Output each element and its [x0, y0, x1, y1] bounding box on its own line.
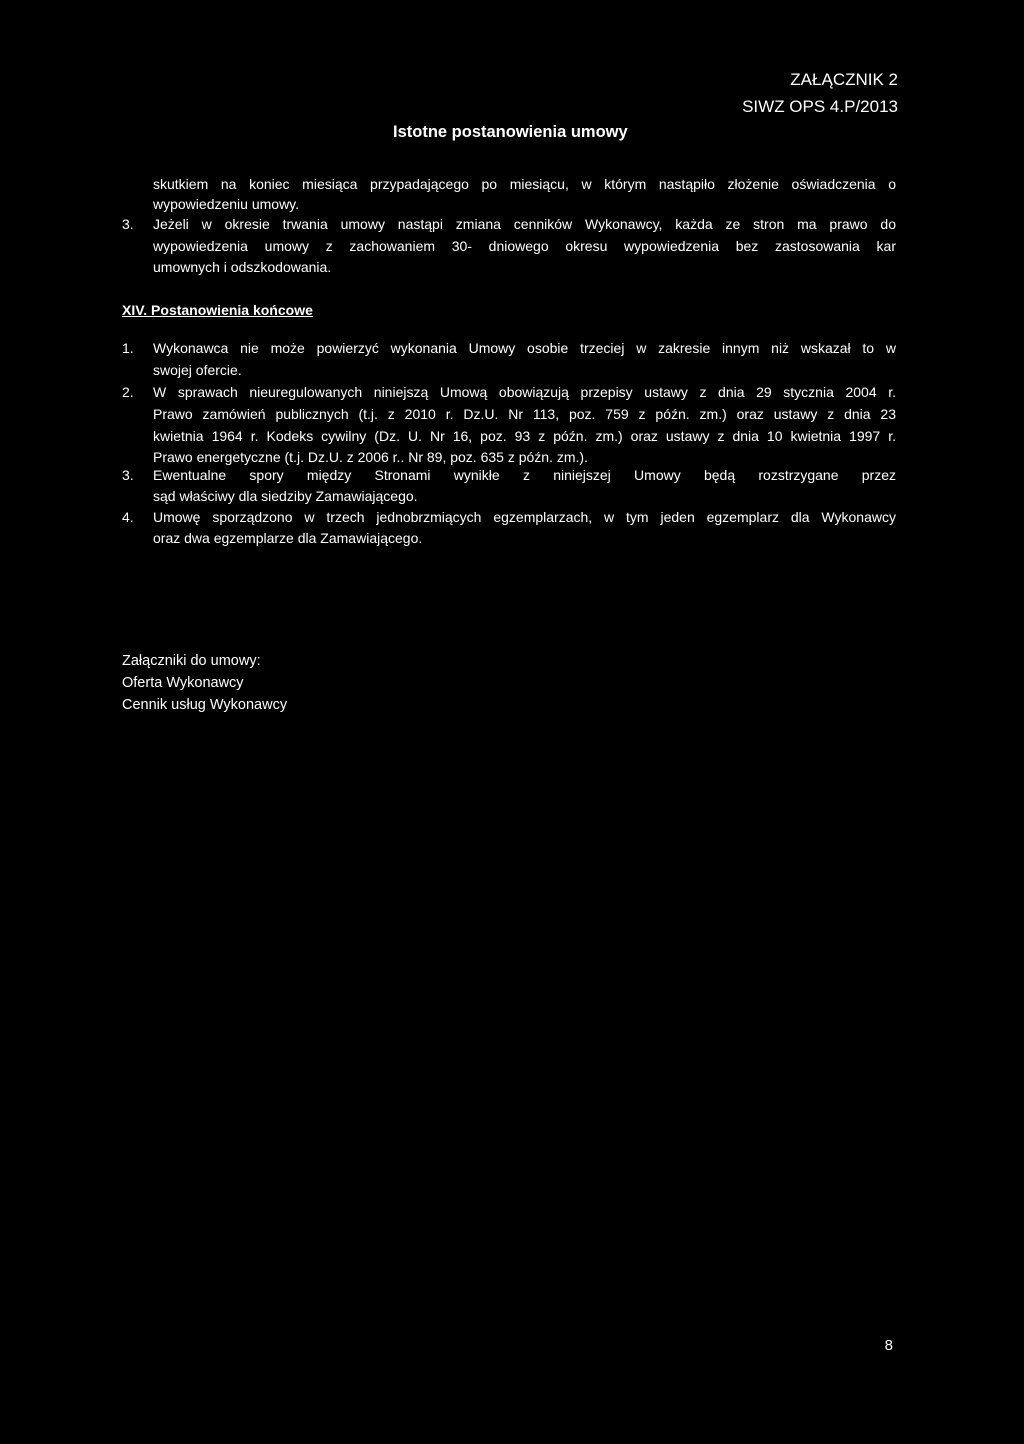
item-3-line-2: sąd właściwy dla siedziby Zamawiającego.	[153, 488, 418, 504]
item-2-line-2: Prawo zamówień publicznych (t.j. z 2010 r. Dz.U. Nr 113, poz. 759 z późn. zm.) oraz ustawy z dnia 23	[153, 406, 896, 422]
attachments-heading: Załączniki do umowy:	[122, 653, 261, 669]
item-2-line-4: Prawo energetyczne (t.j. Dz.U. z 2006 r.. Nr 89, poz. 635 z późn. zm.).	[153, 449, 588, 465]
item-3-line-1: Ewentualne spory między Stronami wynikłe z niniejszej Umowy będą rozstrzygane przez	[153, 467, 896, 483]
section-heading: XIV. Postanowienia końcowe	[122, 302, 313, 318]
attachment-price-list: Cennik usług Wykonawcy	[122, 697, 288, 713]
page-number: 8	[884, 1337, 893, 1354]
item-2-line-1: W sprawach nieuregulowanych niniejszą Umową obowiązują przepisy ustawy z dnia 29 stycznia 2004 r.	[153, 384, 896, 400]
continuation-line-2: wypowiedzeniu umowy.	[153, 196, 300, 212]
continuation-line-1: skutkiem na koniec miesiąca przypadającego po miesiącu, w którym nastąpiło złożenie oświadczenia o	[153, 176, 896, 192]
item-1-line-2: swojej ofercie.	[153, 362, 242, 378]
attachment-offer: Oferta Wykonawcy	[122, 675, 244, 691]
point-3-line-3: umownych i odszkodowania.	[153, 259, 332, 275]
document-reference: SIWZ OPS 4.P/2013	[742, 97, 898, 116]
item-4-line-2: oraz dwa egzemplarze dla Zamawiającego.	[153, 530, 423, 546]
point-3-number: 3.	[122, 216, 134, 232]
point-3-line-1: Jeżeli w okresie trwania umowy nastąpi zmiana cenników Wykonawcy, każda ze stron ma prawo do	[153, 216, 896, 232]
item-4-number: 4.	[122, 509, 134, 525]
item-3-number: 3.	[122, 467, 134, 483]
item-4-line-1: Umowę sporządzono w trzech jednobrzmiących egzemplarzach, w tym jeden egzemplarz dla Wykonawcy	[153, 509, 896, 525]
page-title: Istotne postanowienia umowy	[393, 123, 628, 141]
point-3-line-2: wypowiedzenia umowy z zachowaniem 30- dniowego okresu wypowiedzenia bez zastosowania kar	[153, 238, 896, 254]
item-1-line-1: Wykonawca nie może powierzyć wykonania Umowy osobie trzeciej w zakresie innym niż wskazał to w	[153, 340, 896, 356]
item-2-line-3: kwietnia 1964 r. Kodeks cywilny (Dz. U. Nr 16, poz. 93 z późn. zm.) oraz ustawy z dnia 10 kwietnia 1997 r.	[153, 428, 896, 444]
item-2-number: 2.	[122, 384, 134, 400]
annex-label: ZAŁĄCZNIK 2	[790, 70, 898, 89]
item-1-number: 1.	[122, 340, 134, 356]
